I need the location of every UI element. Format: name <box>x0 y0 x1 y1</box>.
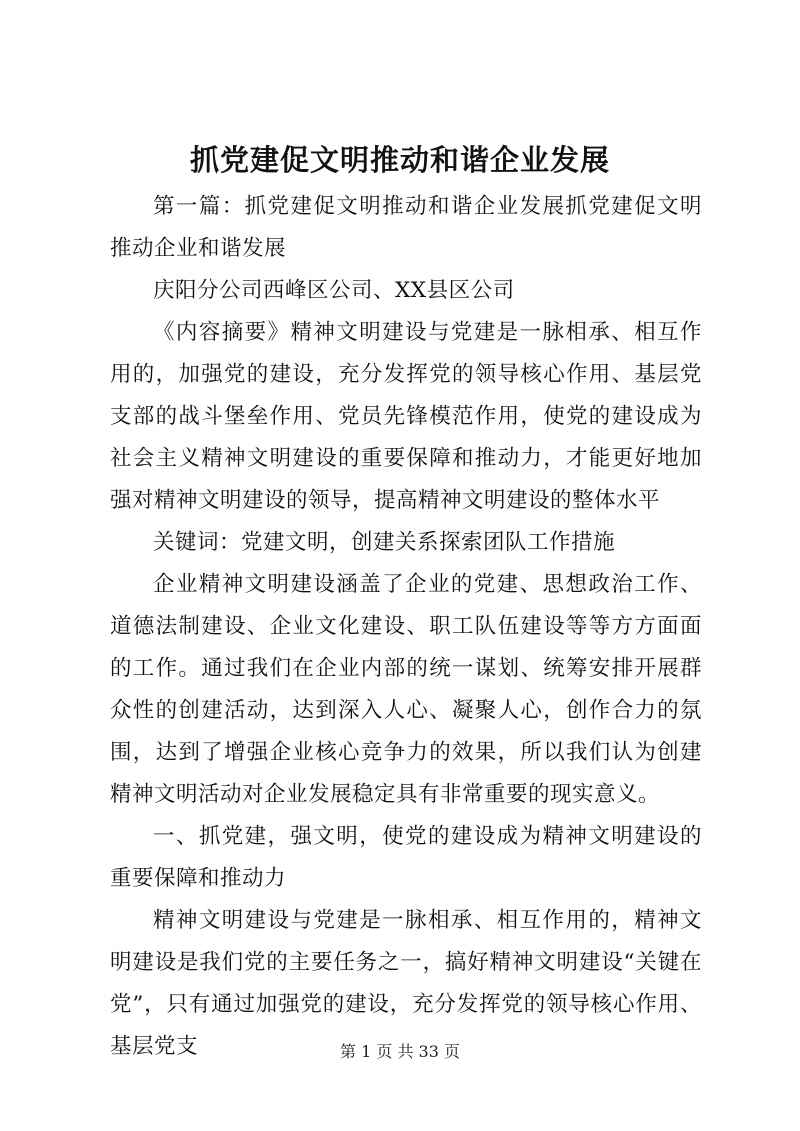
paragraph-section-one-body: 精神文明建设与党建是一脉相承、相互作用的，精神文明建设是我们党的主要任务之一，搞好精神文明建设“关键在党”，只有通过加强党的建设，充分发挥党的领导核心作用、基层党支 <box>110 908 702 1059</box>
paragraph-author-units: 庆阳分公司西峰区公司、XX县区公司 <box>153 278 515 303</box>
paragraph-keywords: 关键词：党建文明，创建关系探索团队工作措施 <box>153 530 616 555</box>
paragraph-introduction: 企业精神文明建设涵盖了企业的党建、思想政治工作、道德法制建设、企业文化建设、职工队伍建设等等方方面面的工作。通过我们在企业内部的统一谋划、统筹安排开展群众性的创建活动，达到深入人心、凝聚人心，创作合力的氛围，达到了增强企业核心竞争力的效果，所以我们认为创建精神文明活动对企业发展稳定具有非常重要的现实意义。 <box>110 572 702 807</box>
paragraph-abstract: 《内容摘要》精神文明建设与党建是一脉相承、相互作用的，加强党的建设，充分发挥党的领导核心作用、基层党支部的战斗堡垒作用、党员先锋模范作用，使党的建设成为社会主义精神文明建设的重要保障和推动力，才能更好地加强对精神文明建设的领导，提高精神文明建设的整体水平 <box>110 320 702 513</box>
paragraph-section-heading-one: 一、抓党建，强文明，使党的建设成为精神文明建设的重要保障和推动力 <box>110 824 702 891</box>
page-number-footer: 第 1 页 共 33 页 <box>340 1042 460 1061</box>
paragraph-heading-part-one: 第一篇：抓党建促文明推动和谐企业发展抓党建促文明推动企业和谐发展 <box>110 194 702 261</box>
document-body <box>110 186 702 1068</box>
document-title: 抓党建促文明推动和谐企业发展 <box>189 143 610 177</box>
